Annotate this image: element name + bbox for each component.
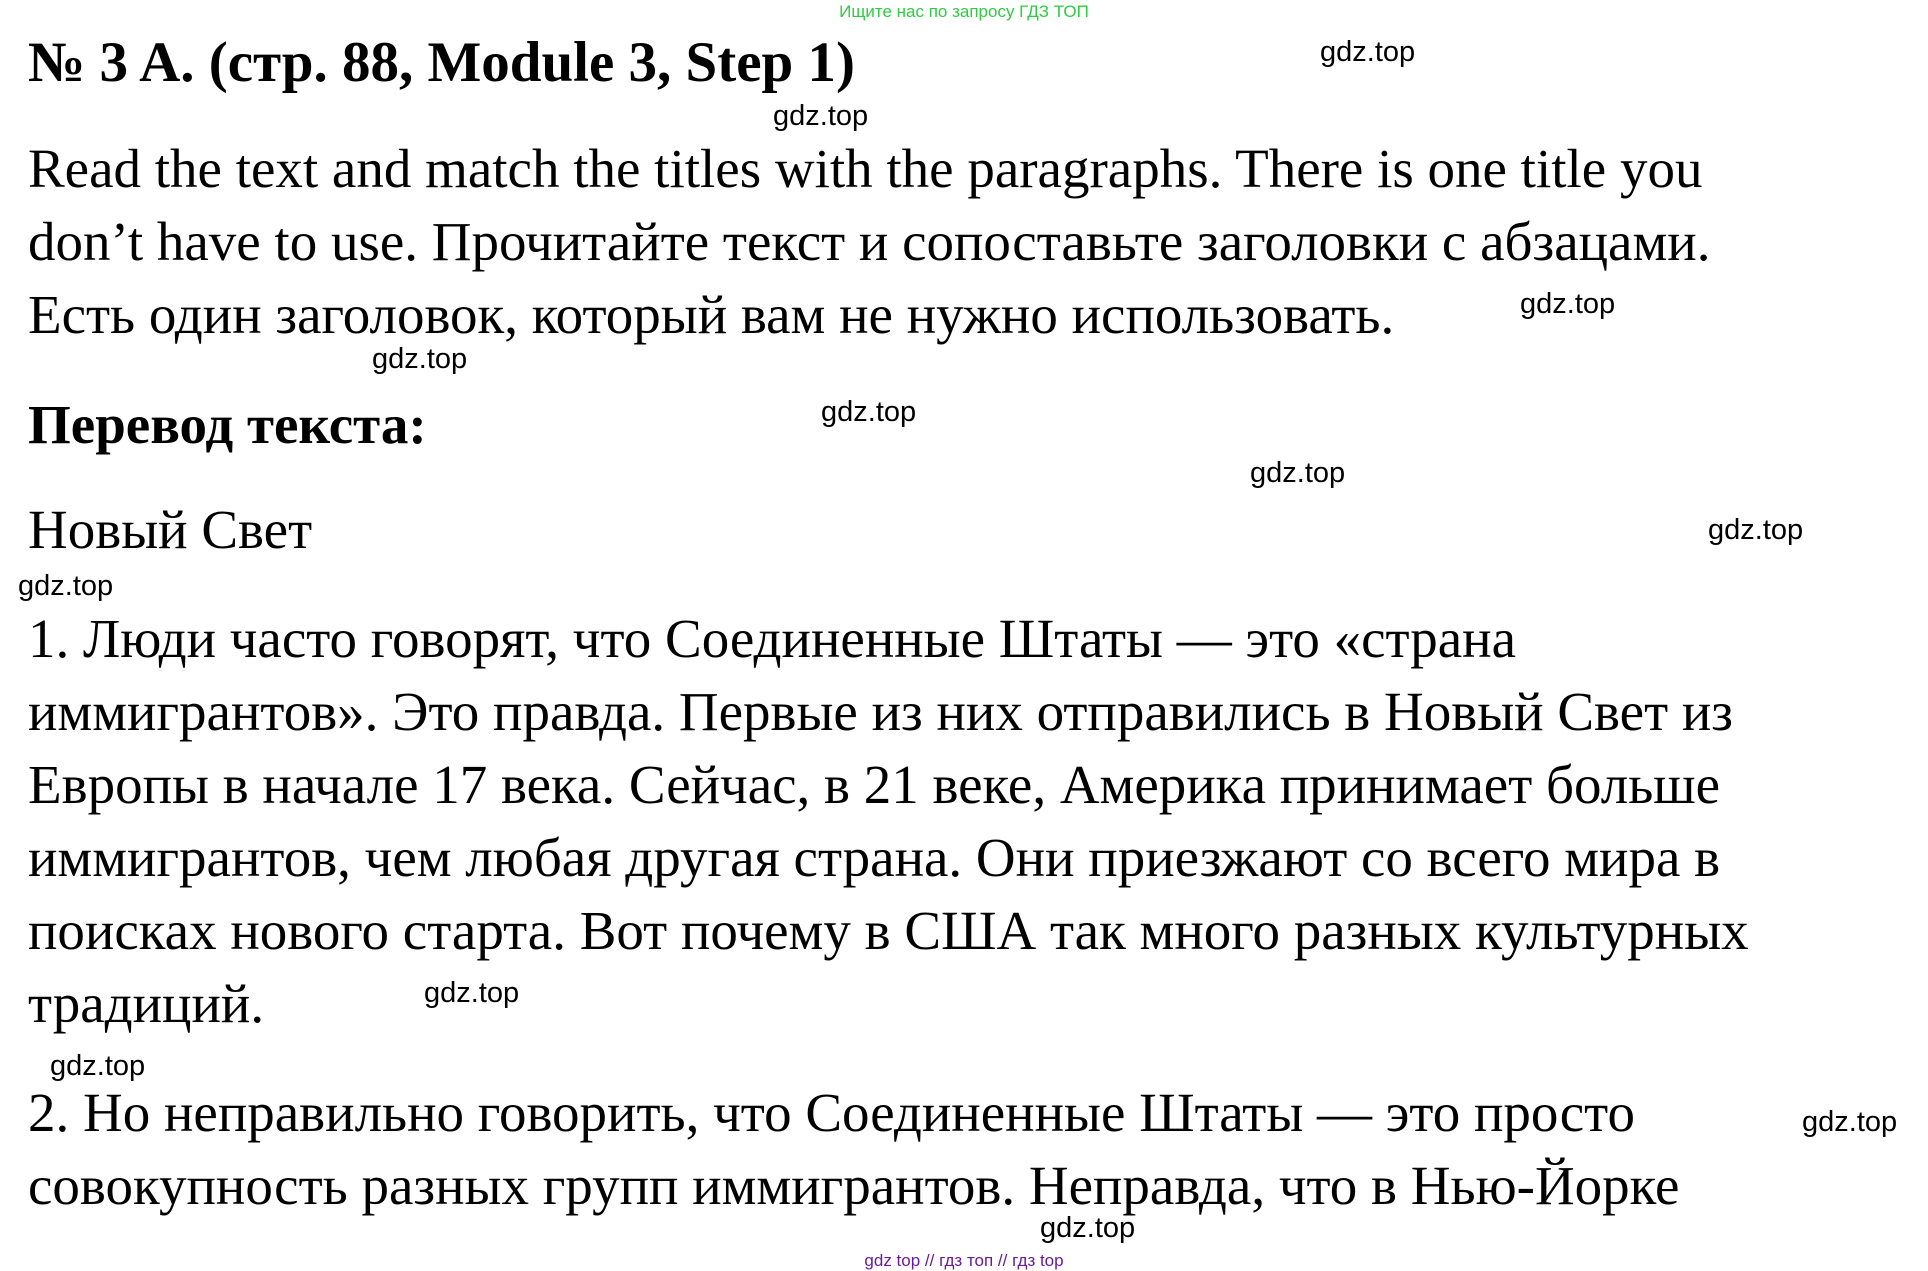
watermark: gdz.top <box>1520 288 1616 320</box>
paragraph-1 <box>28 602 1749 1040</box>
paragraph-line: иммигрантов». Это правда. Первые из них отправились в Новый Свет из <box>28 681 1734 742</box>
watermark: gdz.top <box>1708 514 1804 546</box>
watermark: gdz.top <box>1250 457 1346 489</box>
paragraph-line: поисках нового старта. Вот почему в США так много разных культурных <box>28 900 1749 961</box>
paragraph-line: Европы в начале 17 века. Сейчас, в 21 веке, Америка принимает больше <box>28 754 1721 815</box>
watermark: gdz.top <box>1320 36 1416 68</box>
footer-watermark: gdz top // гдз топ // гдз top <box>864 1251 1064 1270</box>
watermark: gdz.top <box>773 100 869 132</box>
watermark: gdz.top <box>821 396 917 428</box>
paragraph-line: 2. Но неправильно говорить, что Соединенные Штаты — это просто <box>28 1082 1635 1143</box>
watermark: gdz.top <box>18 570 114 602</box>
watermark: gdz.top <box>424 977 520 1009</box>
paragraph-line: иммигрантов, чем любая другая страна. Они приезжают со всего мира в <box>28 827 1721 888</box>
instructions-line: Есть один заголовок, который вам не нужно использовать. <box>28 284 1395 345</box>
paragraph-line: совокупность разных групп иммигрантов. Неправда, что в Нью-Йорке <box>28 1155 1680 1216</box>
paragraph-line: 1. Люди часто говорят, что Соединенные Штаты — это «страна <box>28 608 1517 669</box>
watermark: gdz.top <box>50 1050 146 1082</box>
paragraph-2 <box>28 1076 1679 1222</box>
translation-heading: Перевод текста: <box>28 394 427 455</box>
watermark: gdz.top <box>1802 1106 1898 1138</box>
instructions-line: don’t have to use. Прочитайте текст и сопоставьте заголовки с абзацами. <box>28 211 1711 272</box>
paragraph-line: традиций. <box>28 973 265 1034</box>
article-title: Новый Свет <box>28 499 313 560</box>
watermark: gdz.top <box>1040 1212 1136 1244</box>
search-banner: Ищите нас по запросу ГДЗ ТОП <box>839 2 1089 21</box>
task-instructions <box>28 132 1898 351</box>
watermark: gdz.top <box>372 343 468 375</box>
page-title: № 3 A. (стр. 88, Module 3, Step 1) <box>28 31 855 94</box>
instructions-line: Read the text and match the titles with the paragraphs. There is one title you <box>28 138 1703 199</box>
